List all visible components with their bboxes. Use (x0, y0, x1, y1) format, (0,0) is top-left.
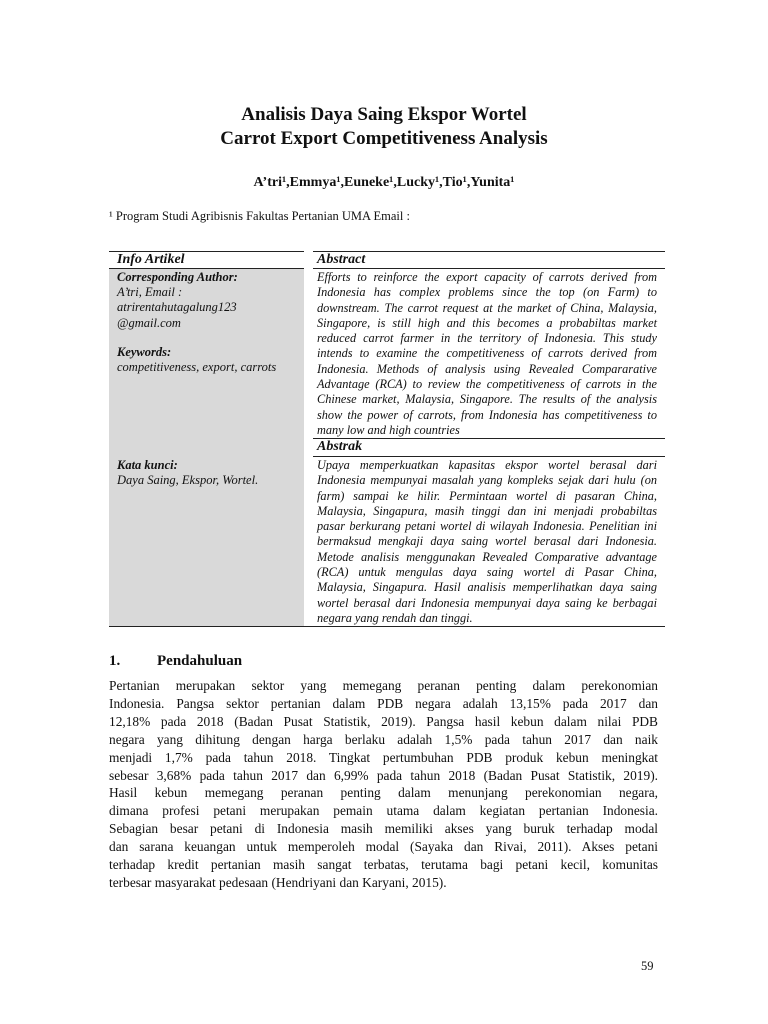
body-line: Hasil kebun memegang peranan penting dalam menunjang perekonomian negara, (109, 785, 658, 801)
keywords-value: competitiveness, export, carrots (117, 360, 277, 374)
corresponding-email: atrirentahutagalung123 (117, 300, 237, 315)
abstract-line: Indonesia has complex problems since the top (on Farm) to (317, 285, 657, 300)
abstract-line: many low and high countries (317, 422, 460, 437)
kata-kunci-value: Daya Saing, Ekspor, Wortel. (117, 473, 259, 487)
corresponding-email-domain: @gmail.com (117, 315, 181, 330)
abstract-line: reduced carrot farmer in the territory of Indonesia. This study (317, 331, 657, 346)
affiliation: ¹ Program Studi Agribisnis Fakultas Pertanian UMA Email : (109, 209, 410, 223)
abstract-line: Efforts to reinforce the export capacity of carrots derived from (317, 270, 657, 284)
abstrak-line: Malaysia, Singapura. Hasil analisis memperlihatkan daya saing (317, 580, 657, 595)
abstract-header-rule (313, 268, 665, 269)
info-header-rule (109, 268, 304, 269)
kata-kunci-label: Kata kunci: (117, 458, 178, 472)
abstrak-text (317, 458, 657, 626)
authors: A’tri¹,Emmya¹,Euneke¹,Lucky¹,Tio¹,Yunita¹ (253, 175, 515, 190)
corresponding-line: A’tri, Email : (117, 285, 183, 299)
body-line: Pertanian merupakan sektor yang memegang peranan penting dalam perekonomian (109, 678, 658, 693)
abstract-line: show the power of carrots, from Indonesia has competitiveness to (317, 407, 657, 422)
abstrak-header-rule (313, 456, 665, 457)
abstract-heading: Abstract (317, 252, 366, 267)
abstrak-line: negara yang rendah dan tinggi. (317, 610, 473, 625)
body-line: sebesar 3,68% pada tahun 2017 dan 6,99% pada tahun 2018 (Badan Pusat Statistik, 2019). (109, 767, 658, 783)
abstract-line: Indonesia. Methods of analysis using Revealed Compararative (317, 361, 657, 376)
abstrak-line: wortel berasal dari Indonesia mempunyai daya saing ke berbagai (317, 595, 657, 610)
abstrak-line: farm) sampai ke hilir. Permintaan wortel di pasaran China, (317, 488, 657, 503)
abstract-line: downstream. The carrot request at the market of China, Malaysia, (317, 300, 657, 315)
section-body (109, 677, 658, 892)
abstract-line: intends to examine the competitiveness of carrots derived from (317, 346, 657, 361)
body-line: Sebagian besar petani di Indonesia masih memiliki akses yang buruk terhadap modal (109, 821, 658, 837)
corresponding-author-label: Corresponding Author: (117, 270, 238, 284)
body-line: dimana profesi petani merupakan pemain utama dalam kegiatan pertanian Indonesia. (109, 803, 658, 819)
abstrak-line: Upaya memperkuatkan kapasitas ekspor wortel berasal dari (317, 458, 657, 472)
corresponding-author-value (117, 285, 302, 331)
title-english: Carrot Export Competitiveness Analysis (220, 128, 548, 149)
abstract-text (317, 270, 657, 438)
body-line: terhadap kredit pertanian masih sangat terbatas, terutama bagi petani kecil, komunitas (109, 857, 658, 873)
section-title: Pendahuluan (157, 653, 243, 669)
abstrak-line: bermaksud mengkaji daya saing wortel berasal dari Indonesia. (317, 534, 657, 549)
body-line: Indonesia. Pangsa sektor pertanian dalam PDB negara adalah 13,15% pada 2017 dan (109, 695, 658, 711)
info-heading: Info Artikel (117, 252, 185, 267)
page-number: 59 (641, 959, 654, 973)
abstrak-heading: Abstrak (317, 439, 363, 454)
abstrak-line: pasar berkurang petani wortel di wilayah Indonesia. Penelitian ini (317, 519, 657, 534)
body-line: negara yang dihitung dengan harga berlaku adalah 1,5% pada tahun 2017 dan naik (109, 731, 658, 747)
abstrak-line: Malaysia, Singapura, masih tinggi dan ini menjadi probabiltas (317, 503, 657, 518)
body-line: terbesar masyarakat pedesaan (Hendriyani dan Karyani, 2015). (109, 874, 447, 890)
abstrak-line: Indonesia mempunyai masalah yang kompleks sejak dari hulu (on (317, 473, 657, 488)
abstrak-line: (RCA) untuk mengulas daya saing wortel di Pasar China, (317, 565, 657, 580)
keywords-label: Keywords: (117, 345, 172, 359)
abstrak-line: Metode analisis menggunakan Revealed Comparative advantage (317, 549, 657, 564)
abstract-line: Chinese market, Malaysia, Singapore. The results of the analysis (317, 392, 657, 407)
body-line: menjadi 1,7% pada tahun 2018. Tingkat pertumbuhan PDB produk kebun meningkat (109, 749, 658, 765)
abstract-top-rule (313, 251, 665, 252)
abstract-line: Advantage (RCA) to review the competitiveness of carrots in the (317, 377, 657, 392)
body-line: 12,18% pada 2018 (Badan Pusat Statistik, 2019). Pangsa hasil kebun dalam nilai PDB (109, 713, 658, 729)
section-number: 1. (109, 653, 121, 669)
body-line: dan sarana keuangan untuk memperoleh modal (Sayaka dan Rivai, 2011). Akses petani (109, 839, 658, 855)
abstract-line: Singapore, is still high and this becomes a probabiltas market (317, 315, 657, 330)
title-indonesian: Analisis Daya Saing Ekspor Wortel (241, 104, 527, 125)
